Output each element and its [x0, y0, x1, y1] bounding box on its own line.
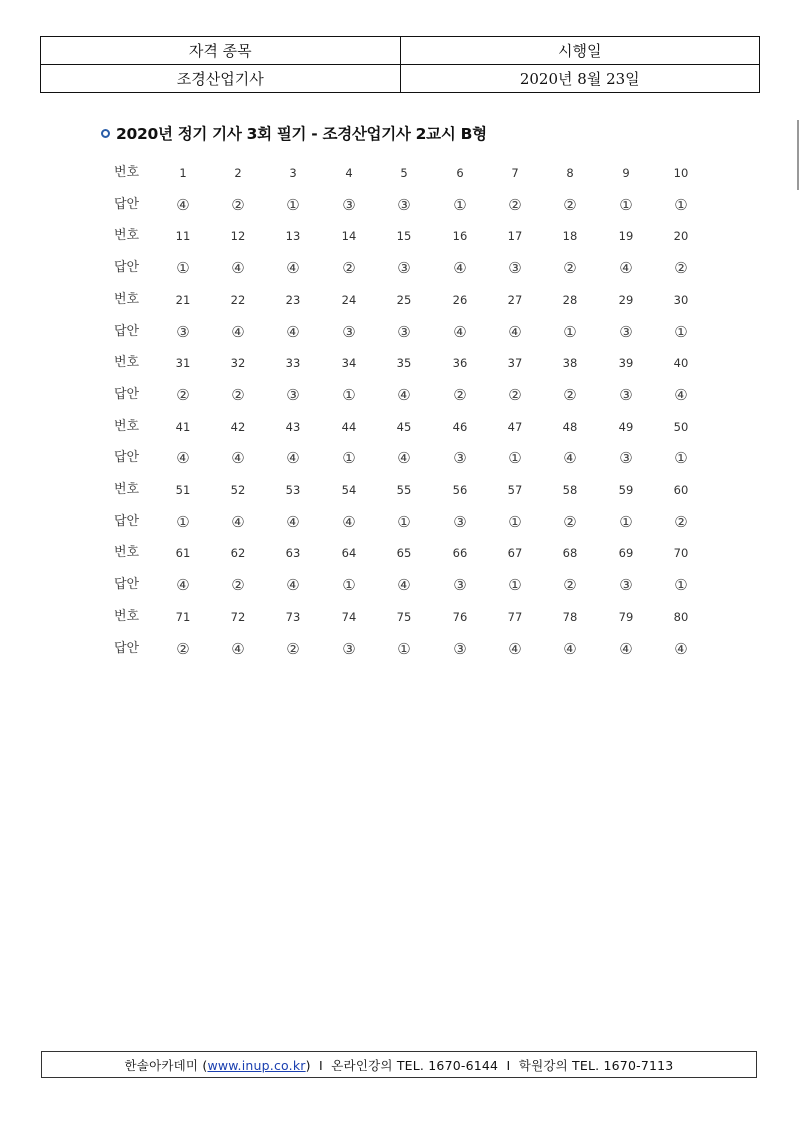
question-number: 5	[400, 166, 408, 180]
answer-row-label: 답안	[114, 513, 140, 529]
question-number-row	[0, 347, 800, 379]
question-number: 28	[562, 292, 578, 307]
answer-choice: ③	[342, 639, 356, 658]
question-number: 32	[230, 356, 246, 371]
answer-choice: ②	[674, 512, 688, 531]
answer-row	[0, 569, 800, 601]
answer-choice: ④	[619, 259, 633, 278]
answer-choice: ②	[563, 512, 577, 531]
answer-choice: ④	[176, 449, 190, 468]
question-number: 2	[234, 166, 242, 180]
question-number: 73	[285, 609, 301, 624]
question-number: 30	[673, 292, 689, 307]
number-row-label: 번호	[114, 608, 140, 624]
question-number: 48	[562, 419, 578, 434]
question-number: 11	[175, 229, 191, 244]
question-number: 29	[618, 292, 634, 307]
answer-choice: ③	[453, 512, 467, 531]
question-number: 35	[396, 356, 412, 371]
answer-choice: ①	[397, 639, 411, 658]
answer-choice: ③	[508, 259, 522, 278]
question-number: 38	[562, 356, 578, 371]
section-title: 2020년 정기 기사 3회 필기 - 조경산업기사 2교시 B형	[116, 125, 487, 143]
answer-choice: ③	[453, 576, 467, 595]
answer-choice: ②	[563, 259, 577, 278]
question-number: 9	[622, 166, 630, 180]
answer-choice: ③	[176, 322, 190, 341]
exam-info-table	[40, 36, 760, 93]
question-number: 14	[341, 229, 357, 244]
answer-choice: ②	[176, 385, 190, 404]
footer-contact: ) I 온라인강의 TEL. 1670-6144 I 학원강의 TEL. 1670-7113	[305, 1058, 674, 1073]
answer-choice: ④	[674, 385, 688, 404]
exam-date-value: 2020년 8월 23일	[400, 65, 760, 93]
question-number: 24	[341, 292, 357, 307]
answer-row-label: 답안	[114, 640, 140, 656]
question-number: 41	[175, 419, 191, 434]
number-row-label: 번호	[114, 545, 140, 561]
answer-choice: ④	[231, 449, 245, 468]
answer-choice: ①	[342, 449, 356, 468]
answer-choice: ④	[286, 576, 300, 595]
answer-choice: ②	[231, 576, 245, 595]
answer-choice: ②	[453, 385, 467, 404]
answer-row-label: 답안	[114, 196, 140, 212]
question-number: 17	[507, 229, 523, 244]
answer-choice: ④	[231, 639, 245, 658]
answer-choice: ④	[231, 322, 245, 341]
answer-row-label: 답안	[114, 260, 140, 276]
answer-choice: ②	[563, 576, 577, 595]
question-number: 39	[618, 356, 634, 371]
question-number: 61	[175, 546, 191, 561]
question-number-row	[0, 220, 800, 252]
answer-row	[0, 442, 800, 474]
question-number: 36	[452, 356, 468, 371]
answer-choice: ①	[453, 195, 467, 214]
question-number: 47	[507, 419, 523, 434]
question-number: 74	[341, 609, 357, 624]
answer-choice: ④	[453, 259, 467, 278]
footer-prefix: 한솔아카데미 (	[124, 1058, 208, 1073]
answer-choice: ④	[397, 449, 411, 468]
question-number: 23	[285, 292, 301, 307]
answer-choice: ③	[342, 322, 356, 341]
answer-row	[0, 252, 800, 284]
answer-choice: ①	[508, 512, 522, 531]
answer-row	[0, 506, 800, 538]
website-link[interactable]: www.inup.co.kr	[207, 1058, 306, 1073]
answer-choice: ①	[508, 576, 522, 595]
answer-choice: ①	[176, 259, 190, 278]
question-number: 27	[507, 292, 523, 307]
answer-choice: ④	[508, 322, 522, 341]
answer-choice: ①	[342, 385, 356, 404]
question-number: 42	[230, 419, 246, 434]
answer-choice: ②	[563, 385, 577, 404]
answer-choice: ①	[286, 195, 300, 214]
answer-choice: ④	[619, 639, 633, 658]
answer-choice: ②	[231, 195, 245, 214]
answer-choice: ④	[397, 385, 411, 404]
question-number: 15	[396, 229, 412, 244]
question-number: 1	[179, 166, 187, 180]
question-number: 60	[673, 483, 689, 497]
question-number: 69	[618, 546, 634, 561]
exam-date-header: 시행일	[400, 37, 760, 65]
question-number-row	[0, 157, 800, 189]
question-number: 26	[452, 292, 468, 307]
answer-choice: ③	[453, 639, 467, 658]
answer-choice: ④	[286, 259, 300, 278]
question-number: 70	[673, 546, 689, 561]
question-number: 10	[673, 166, 689, 180]
qualification-value: 조경산업기사	[41, 65, 401, 93]
question-number: 12	[230, 229, 246, 244]
question-number: 79	[618, 609, 634, 624]
question-number: 76	[452, 609, 468, 624]
answer-choice: ④	[563, 449, 577, 468]
answer-choice: ③	[619, 385, 633, 404]
question-number: 56	[452, 483, 468, 497]
answer-row-label: 답안	[114, 386, 140, 402]
question-number: 22	[230, 292, 246, 307]
answer-choice: ②	[508, 195, 522, 214]
answer-choice: ①	[619, 512, 633, 531]
question-number: 57	[507, 483, 523, 497]
answer-choice: ③	[342, 195, 356, 214]
question-number: 59	[618, 483, 634, 497]
answer-row-label: 답안	[114, 577, 140, 593]
answer-choice: ④	[231, 259, 245, 278]
question-number: 63	[285, 546, 301, 561]
question-number-row	[0, 537, 800, 569]
answer-choice: ④	[397, 576, 411, 595]
question-number: 40	[673, 356, 689, 371]
answer-choice: ②	[674, 259, 688, 278]
answer-choice: ①	[674, 322, 688, 341]
number-row-label: 번호	[114, 291, 140, 307]
question-number: 58	[562, 483, 578, 497]
question-number: 8	[566, 166, 574, 180]
answer-choice: ④	[563, 639, 577, 658]
question-number: 16	[452, 229, 468, 244]
question-number: 18	[562, 229, 578, 244]
answer-choice: ③	[397, 259, 411, 278]
question-number: 55	[396, 483, 412, 497]
question-number: 52	[230, 483, 246, 497]
number-row-label: 번호	[114, 482, 140, 497]
page-edge-line	[797, 120, 799, 190]
question-number: 62	[230, 546, 246, 561]
question-number: 21	[175, 292, 191, 307]
answer-choice: ④	[286, 512, 300, 531]
question-number: 77	[507, 609, 523, 624]
answer-choice: ②	[563, 195, 577, 214]
answer-choice: ④	[286, 449, 300, 468]
question-number: 64	[341, 546, 357, 561]
answer-row-label: 답안	[114, 323, 140, 339]
question-number: 43	[285, 419, 301, 434]
number-row-label: 번호	[114, 228, 140, 244]
answer-row	[0, 379, 800, 411]
answer-choice: ①	[674, 576, 688, 595]
footer	[41, 1051, 757, 1078]
question-number: 72	[230, 609, 246, 624]
answer-choice: ③	[619, 322, 633, 341]
answer-choice: ③	[286, 385, 300, 404]
answer-choice: ④	[176, 576, 190, 595]
answer-row	[0, 633, 800, 665]
answer-choice: ③	[397, 322, 411, 341]
question-number: 31	[175, 356, 191, 371]
answer-choice: ②	[508, 385, 522, 404]
question-number: 37	[507, 356, 523, 371]
answer-choice: ①	[342, 576, 356, 595]
circle-bullet-icon	[101, 129, 110, 138]
question-number: 13	[285, 229, 301, 244]
answer-choice: ①	[674, 449, 688, 468]
number-row-label: 번호	[114, 165, 140, 180]
answer-choice: ④	[674, 639, 688, 658]
question-number-row	[0, 601, 800, 633]
question-number: 54	[341, 483, 357, 497]
answer-choice: ①	[563, 322, 577, 341]
answer-row-label: 답안	[114, 450, 140, 466]
question-number-row	[0, 411, 800, 443]
answer-choice: ④	[231, 512, 245, 531]
answer-choice: ②	[342, 259, 356, 278]
answer-choice: ④	[342, 512, 356, 531]
question-number-row	[0, 284, 800, 316]
question-number: 44	[341, 419, 357, 434]
question-number: 19	[618, 229, 634, 244]
answer-choice: ①	[176, 512, 190, 531]
question-number: 49	[618, 419, 634, 434]
question-number: 71	[175, 609, 191, 624]
question-number: 4	[345, 166, 353, 180]
question-number: 34	[341, 356, 357, 371]
number-row-label: 번호	[114, 418, 140, 434]
qualification-header: 자격 종목	[41, 37, 401, 65]
question-number: 25	[396, 292, 412, 307]
question-number: 45	[396, 419, 412, 434]
question-number: 68	[562, 546, 578, 561]
question-number: 3	[289, 166, 297, 180]
question-number: 78	[562, 609, 578, 624]
question-number: 46	[452, 419, 468, 434]
answer-choice: ②	[286, 639, 300, 658]
question-number: 6	[456, 166, 464, 180]
question-number: 65	[396, 546, 412, 561]
answer-choice: ②	[176, 639, 190, 658]
answer-choice: ③	[619, 449, 633, 468]
answer-row	[0, 189, 800, 221]
answer-choice: ①	[508, 449, 522, 468]
question-number: 33	[285, 356, 301, 371]
question-number: 51	[175, 483, 191, 497]
section-heading	[101, 122, 487, 144]
answer-choice: ④	[508, 639, 522, 658]
answer-choice: ④	[176, 195, 190, 214]
answer-choice: ④	[286, 322, 300, 341]
answer-choice: ①	[674, 195, 688, 214]
answer-choice: ①	[619, 195, 633, 214]
question-number: 20	[673, 229, 689, 244]
question-number: 66	[452, 546, 468, 561]
question-number: 53	[285, 483, 301, 497]
answer-choice: ③	[397, 195, 411, 214]
answer-choice: ④	[453, 322, 467, 341]
question-number: 7	[511, 166, 519, 180]
number-row-label: 번호	[114, 355, 140, 371]
question-number-row	[0, 474, 800, 506]
answer-choice: ③	[619, 576, 633, 595]
answer-choice: ②	[231, 385, 245, 404]
answer-row	[0, 316, 800, 348]
question-number: 75	[396, 609, 412, 624]
question-number: 50	[673, 419, 689, 434]
answer-choice: ③	[453, 449, 467, 468]
question-number: 80	[673, 609, 689, 624]
answer-choice: ①	[397, 512, 411, 531]
question-number: 67	[507, 546, 523, 561]
